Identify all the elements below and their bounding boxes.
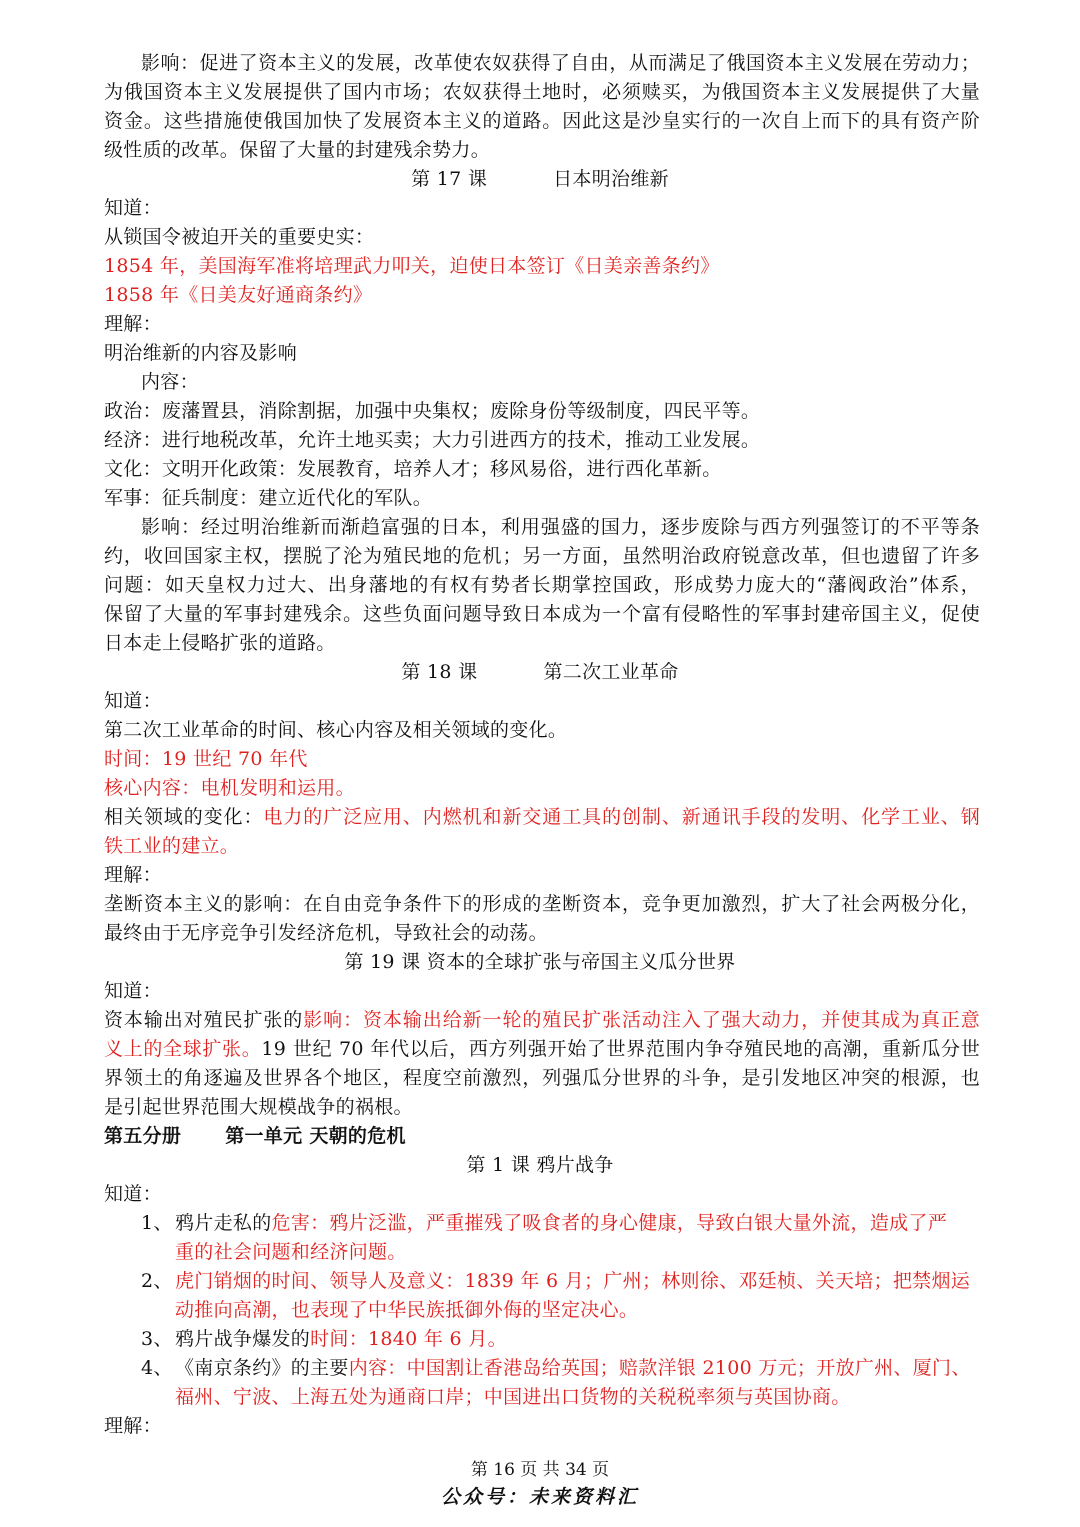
understand-label: 理解： (104, 864, 162, 886)
item-number: 1、 (141, 1212, 173, 1234)
list-item (141, 1325, 980, 1354)
know-label: 知道： (104, 1183, 162, 1205)
lesson-heading: 第 19 课 资本的全球扩张与帝国主义瓜分世界 (344, 951, 736, 973)
paragraph-line: 保留了大量的军事封建残余。这些负面问题导致日本成为一个富有侵略性的军事封建帝国主义，促使 (104, 603, 980, 625)
list-item (141, 1209, 980, 1238)
content-label: 内容： (141, 371, 199, 393)
book-label: 第五分册 (104, 1125, 182, 1147)
paragraph-line: 最终由于无序竞争引发经济危机，导致社会的动荡。 (104, 922, 548, 944)
highlight-span: 时间：1840 年 6 月。 (310, 1328, 507, 1350)
key-fact: 1854 年，美国海军准将培理武力叩关，迫使日本签订《日美亲善条约》 (104, 255, 720, 277)
change-line: 铁工业的建立。 (104, 835, 240, 857)
item-number: 2、 (141, 1270, 173, 1292)
lesson-title: 第二次工业革命 (543, 661, 679, 683)
item-number: 3、 (141, 1328, 173, 1350)
change-label: 相关领域的变化： (104, 806, 264, 828)
paragraph-line: 垄断资本主义的影响：在自由竞争条件下的形成的垄断资本，竞争更加激烈，扩大了社会两极分化， (104, 893, 980, 915)
culture-line: 文化：文明开化政策：发展教育，培养人才；移风易俗，进行西化革新。 (104, 458, 722, 480)
source-label: 公众号：未来资料汇 (440, 1486, 639, 1508)
text-span: 鸦片战争爆发的 (175, 1328, 311, 1350)
lesson-number: 第 17 课 (411, 168, 488, 190)
understand-label: 理解： (104, 1415, 162, 1437)
paragraph-line: 影响：促进了资本主义的发展，改革使农奴获得了自由，从而满足了俄国资本主义发展在劳动力； (141, 52, 980, 74)
lesson-title: 日本明治维新 (553, 168, 669, 190)
economy-line: 经济：进行地税改革，允许土地买卖；大力引进西方的技术，推动工业发展。 (104, 429, 761, 451)
unit-heading (104, 1122, 980, 1151)
paragraph-line: 为俄国资本主义发展提供了国内市场；农奴获得土地时，必须赎买，为俄国资本主义发展提供了大量 (104, 81, 980, 103)
item-number: 4、 (141, 1357, 173, 1379)
text-span: 19 世纪 70 年代以后，西方列强开始了世界范围内争夺殖民地的高潮，重新瓜分世 (261, 1038, 980, 1060)
change-line (104, 803, 980, 832)
highlight-span: 危害：鸦片泛滥，严重摧残了吸食者的身心健康，导致白银大量外流，造成了严 (271, 1212, 948, 1234)
lesson-heading (0, 165, 1080, 194)
paragraph-line: 日本走上侵略扩张的道路。 (104, 632, 336, 654)
highlight-span: 义上的全球扩张。 (104, 1038, 262, 1060)
page-number: 第 16 页 共 34 页 (470, 1460, 610, 1480)
paragraph-line (104, 1006, 980, 1035)
paragraph-line: 资金。这些措施使俄国加快了发展资本主义的道路。因此这是沙皇实行的一次自上而下的具有资产阶 (104, 110, 980, 132)
paragraph-line: 级性质的改革。保留了大量的封建残余势力。 (104, 139, 491, 161)
text-span: 鸦片走私的 (175, 1212, 272, 1234)
highlight-span: 虎门销烟的时间、领导人及意义：1839 年 6 月；广州；林则徐、邓廷桢、关天培；把禁烟运 (175, 1270, 971, 1292)
sub-heading: 第二次工业革命的时间、核心内容及相关领域的变化。 (104, 719, 568, 741)
text-span: 资本输出对殖民扩张的 (104, 1009, 304, 1031)
list-item-continuation: 重的社会问题和经济问题。 (175, 1241, 407, 1263)
list-item-continuation: 福州、宁波、上海五处为通商口岸；中国进出口货物的关税税率须与英国协商。 (175, 1386, 851, 1408)
know-label: 知道： (104, 980, 162, 1002)
lesson-heading (0, 658, 1080, 687)
highlight-span: 影响：资本输出给新一轮的殖民扩张活动注入了强大动力，并使其成为真正意 (303, 1009, 980, 1031)
paragraph-line (104, 1035, 980, 1064)
lesson-heading: 第 1 课 鸦片战争 (466, 1154, 614, 1176)
list-item (141, 1354, 980, 1383)
paragraph-line: 是引起世界范围大规模战争的祸根。 (104, 1096, 413, 1118)
sub-heading: 明治维新的内容及影响 (104, 342, 298, 364)
paragraph-line: 界领土的角逐遍及世界各个地区，程度空前激烈，列强瓜分世界的斗争，是引发地区冲突的根源，也 (104, 1067, 980, 1089)
military-line: 军事：征兵制度：建立近代化的军队。 (104, 487, 433, 509)
paragraph-line: 影响：经过明治维新而渐趋富强的日本，利用强盛的国力，逐步废除与西方列强签订的不平等条 (141, 516, 980, 538)
sub-heading: 从锁国令被迫开关的重要史实： (104, 226, 375, 248)
unit-label: 第一单元 天朝的危机 (225, 1125, 406, 1147)
list-item (141, 1267, 980, 1296)
key-fact: 时间：19 世纪 70 年代 (104, 748, 308, 770)
paragraph-line: 问题：如天皇权力过大、出身藩地的有权有势者长期掌控国政，形成势力庞大的“藩阀政治”体系， (104, 574, 980, 596)
politics-line: 政治：废藩置县，消除割据，加强中央集权；废除身份等级制度，四民平等。 (104, 400, 761, 422)
list-item-continuation: 动推向高潮，也表现了中华民族抵御外侮的坚定决心。 (175, 1299, 639, 1321)
understand-label: 理解： (104, 313, 162, 335)
change-text: 电力的广泛应用、内燃机和新交通工具的创制、新通讯手段的发明、化学工业、钢 (263, 806, 980, 828)
know-label: 知道： (104, 197, 162, 219)
paragraph-line: 约，收回国家主权，摆脱了沦为殖民地的危机；另一方面，虽然明治政府锐意改革，但也遗留了许多 (104, 545, 980, 567)
highlight-span: 内容：中国割让香港岛给英国；赔款洋银 2100 万元；开放广州、厦门、 (348, 1357, 971, 1379)
key-fact: 核心内容：电机发明和运用。 (104, 777, 355, 799)
key-fact: 1858 年《日美友好通商条约》 (104, 284, 373, 306)
know-label: 知道： (104, 690, 162, 712)
text-span: 《南京条约》的主要 (175, 1357, 349, 1379)
lesson-number: 第 18 课 (401, 661, 478, 683)
